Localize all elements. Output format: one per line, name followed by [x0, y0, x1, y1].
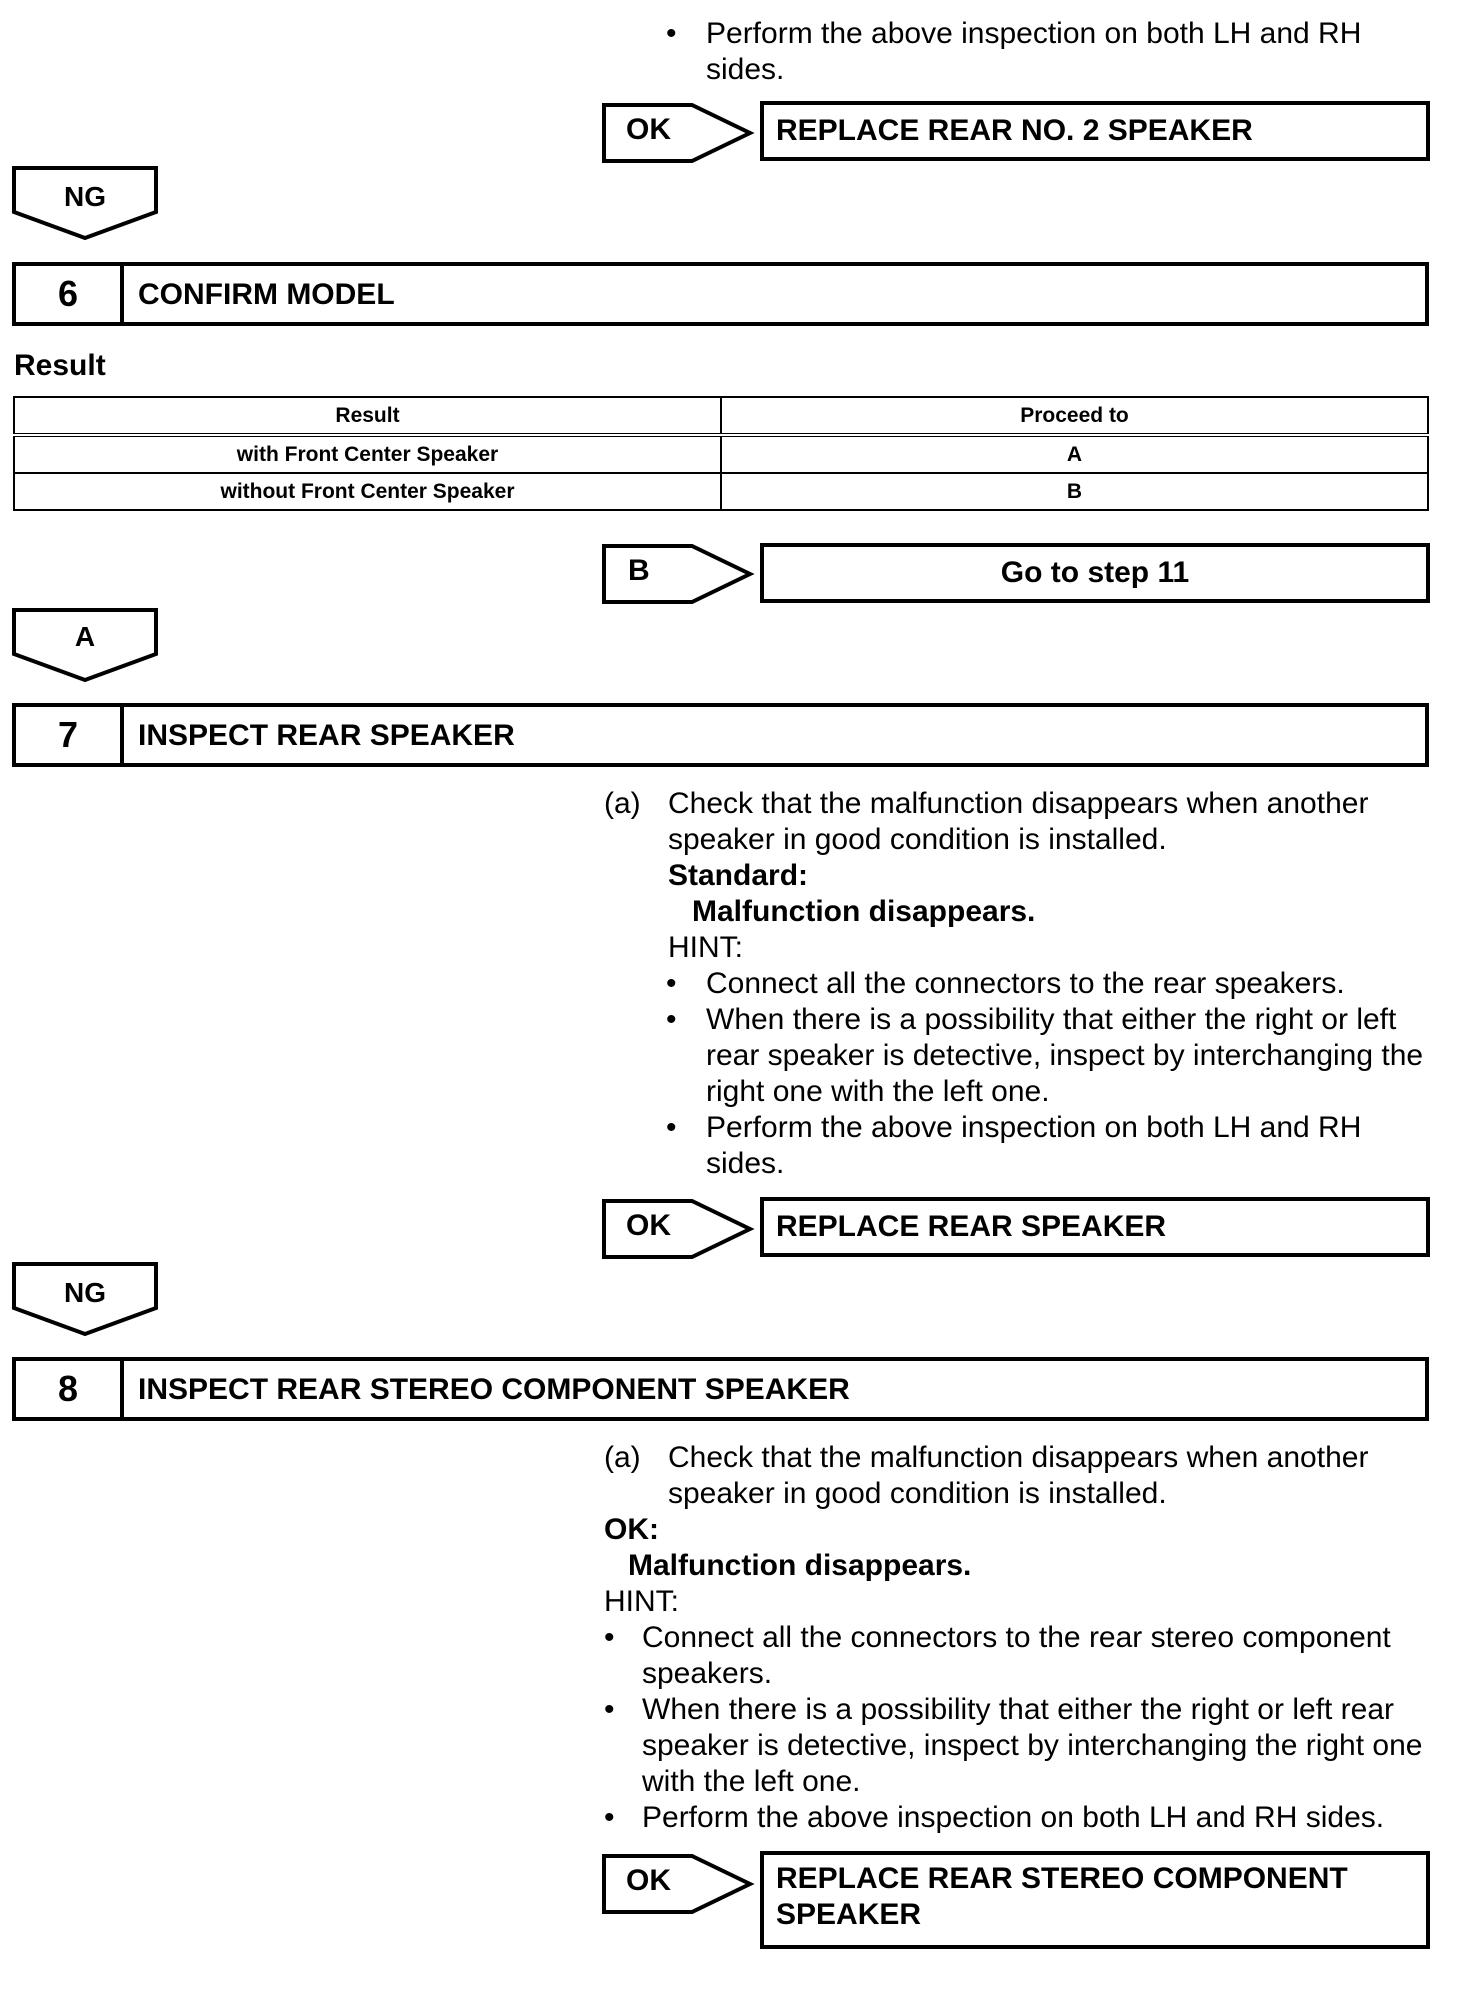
ok-result-line: SPEAKER: [776, 1898, 922, 1931]
hint-line: Perform the above inspection on both LH and RH: [706, 1111, 1362, 1144]
table-header-row: [14, 397, 1428, 435]
bullet-dot: •: [604, 1621, 615, 1654]
ok-label: OK: [626, 113, 671, 146]
ok-arrow-icon: [602, 1199, 752, 1259]
ok-heading: OK:: [604, 1513, 659, 1546]
step-number: 6: [16, 266, 124, 322]
ng-label: NG: [64, 181, 106, 212]
bullet-dot: •: [604, 1801, 615, 1834]
b-arrow-icon: [602, 544, 752, 604]
item-line: speaker in good condition is installed.: [668, 823, 1167, 856]
bullet-dot: •: [604, 1693, 615, 1726]
hint-line: When there is a possibility that either the right or left: [706, 1003, 1397, 1036]
hint-label: HINT:: [668, 931, 743, 964]
table-cell: B: [721, 473, 1428, 510]
hint-line: sides.: [706, 1147, 785, 1180]
item-line: Check that the malfunction disappears when another: [668, 787, 1369, 820]
hint-line: speaker is detective, inspect by interchanging the right one: [642, 1729, 1423, 1762]
ok-arrow-icon: [602, 103, 752, 163]
item-marker: (a): [604, 787, 641, 820]
bullet-dot: •: [666, 967, 677, 1000]
bullet-dot: •: [666, 17, 677, 50]
ok-result-box: REPLACE REAR SPEAKER: [760, 1197, 1430, 1257]
hint-line: Perform the above inspection on both LH and RH sides.: [642, 1801, 1385, 1834]
hint-item: [706, 1002, 1423, 1110]
table-cell: without Front Center Speaker: [14, 473, 721, 510]
hint-line: Connect all the connectors to the rear stereo component: [642, 1621, 1391, 1654]
bullet-dot: •: [666, 1003, 677, 1036]
step-title: INSPECT REAR STEREO COMPONENT SPEAKER: [138, 1373, 850, 1406]
ok-label: OK: [626, 1209, 671, 1242]
a-label: A: [74, 621, 96, 652]
step-8-header: [12, 1357, 1429, 1421]
item-line: speaker in good condition is installed.: [668, 1477, 1167, 1510]
ok-block: [604, 1512, 971, 1620]
b-result-box: Go to step 11: [760, 543, 1430, 603]
standard-value: Malfunction disappears.: [692, 895, 1036, 928]
b-label: B: [628, 554, 650, 587]
item-text: [668, 786, 1368, 966]
item-marker: (a): [604, 1441, 641, 1474]
hint-item: [642, 1620, 1391, 1692]
ok-result-line: REPLACE REAR STEREO COMPONENT: [776, 1862, 1348, 1895]
ok-result-box: REPLACE REAR NO. 2 SPEAKER: [760, 101, 1430, 161]
ng-label: NG: [64, 1277, 106, 1308]
hint-line: sides.: [706, 53, 785, 86]
result-heading: Result: [14, 349, 106, 382]
hint-line: Connect all the connectors to the rear speakers.: [706, 967, 1345, 1000]
hint-line: When there is a possibility that either the right or left rear: [642, 1693, 1395, 1726]
step-title: CONFIRM MODEL: [138, 278, 395, 311]
column-header: Result: [14, 397, 721, 435]
hint-label: HINT:: [604, 1585, 679, 1618]
table-cell: A: [721, 435, 1428, 473]
table-cell: with Front Center Speaker: [14, 435, 721, 473]
table-row: [14, 435, 1428, 473]
hint-item: [642, 1800, 1384, 1836]
step-7-header: [12, 703, 1429, 767]
hint-line: right one with the left one.: [706, 1075, 1050, 1108]
step-title: INSPECT REAR SPEAKER: [138, 719, 515, 752]
step-6-header: [12, 262, 1429, 326]
item-line: Check that the malfunction disappears when another: [668, 1441, 1369, 1474]
result-table: [13, 396, 1429, 511]
hint-line: rear speaker is detective, inspect by interchanging the: [706, 1039, 1424, 1072]
ok-arrow-icon: [602, 1854, 752, 1914]
ok-result-box: [760, 1851, 1430, 1949]
step-number: 7: [16, 707, 124, 763]
hint-line: with the left one.: [642, 1765, 861, 1798]
hint-item: [706, 1110, 1361, 1182]
hint-item: [642, 1692, 1422, 1800]
hint-text: [706, 16, 1361, 88]
step-number: 8: [16, 1361, 124, 1417]
table-row: [14, 473, 1428, 510]
ok-label: OK: [626, 1864, 671, 1897]
hint-line: speakers.: [642, 1657, 773, 1690]
ok-value: Malfunction disappears.: [628, 1549, 972, 1582]
standard-label: Standard:: [668, 859, 809, 892]
item-text: [668, 1440, 1368, 1512]
hint-line: Perform the above inspection on both LH and RH: [706, 17, 1362, 50]
bullet-dot: •: [666, 1111, 677, 1144]
column-header: Proceed to: [721, 397, 1428, 435]
hint-item: [706, 966, 1345, 1002]
